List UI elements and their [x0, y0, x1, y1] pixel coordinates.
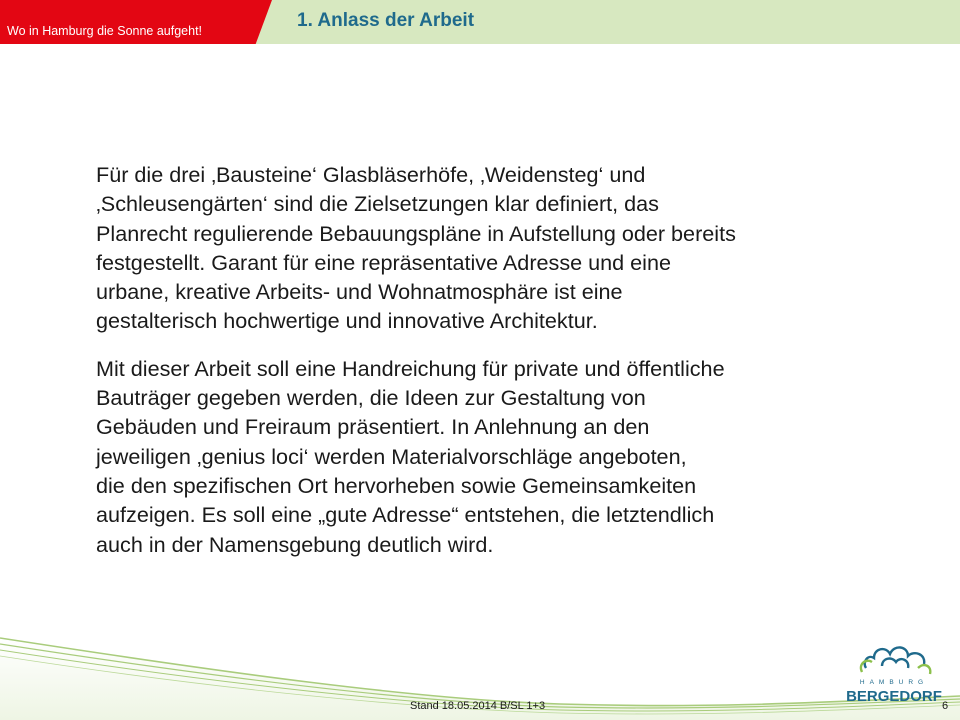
- paragraph-1-line: urbane, kreative Arbeits- und Wohnatmosphäre ist eine: [96, 279, 623, 305]
- body-text: [96, 160, 906, 559]
- paragraph-2: [96, 354, 906, 559]
- paragraph-2-line: die den spezifischen Ort hervorheben sowie Gemeinsamkeiten: [96, 472, 697, 498]
- logo-bergedorf: BERGEDORF: [846, 688, 942, 705]
- logo-hamburg: HAMBURG: [859, 679, 929, 686]
- slide-title: 1. Anlass der Arbeit: [297, 10, 475, 31]
- paragraph-1-line: Für die drei ‚Bausteine‘ Glasbläserhöfe, ‚Weidensteg‘ und: [96, 162, 646, 187]
- paragraph-1-line: gestalterisch hochwertige und innovative Architektur.: [96, 308, 598, 334]
- paragraph-2-line: jeweiligen ‚genius loci‘ werden Materialvorschläge angeboten,: [96, 443, 687, 469]
- paragraph-2-line: Bauträger gegeben werden, die Ideen zur Gestaltung von: [96, 385, 646, 411]
- paragraph-1: [96, 160, 906, 336]
- paragraph-2-line: auch in der Namensgebung deutlich wird.: [96, 531, 494, 557]
- page-number: 6: [942, 700, 949, 712]
- paragraph-2-line: Mit dieser Arbeit soll eine Handreichung für private und öffentliche: [96, 355, 725, 381]
- paragraph-1-line: Planrecht regulierende Bebauungspläne in Aufstellung oder bereits: [96, 220, 736, 246]
- bergedorf-logo: [838, 638, 950, 716]
- paragraph-1-line: festgestellt. Garant für eine repräsentative Adresse und eine: [96, 249, 671, 275]
- slogan-text: Wo in Hamburg die Sonne aufgeht!: [7, 24, 203, 38]
- footer-stand: Stand 18.05.2014 B/SL 1+3: [410, 700, 546, 712]
- paragraph-1-line: ‚Schleusengärten‘ sind die Zielsetzungen klar definiert, das: [96, 191, 659, 217]
- paragraph-2-line: Gebäuden und Freiraum präsentiert. In Anlehnung an den: [96, 414, 650, 440]
- cloud-logo-icon: [861, 647, 930, 674]
- paragraph-2-line: aufzeigen. Es soll eine „gute Adresse“ entstehen, die letztendlich: [96, 502, 715, 528]
